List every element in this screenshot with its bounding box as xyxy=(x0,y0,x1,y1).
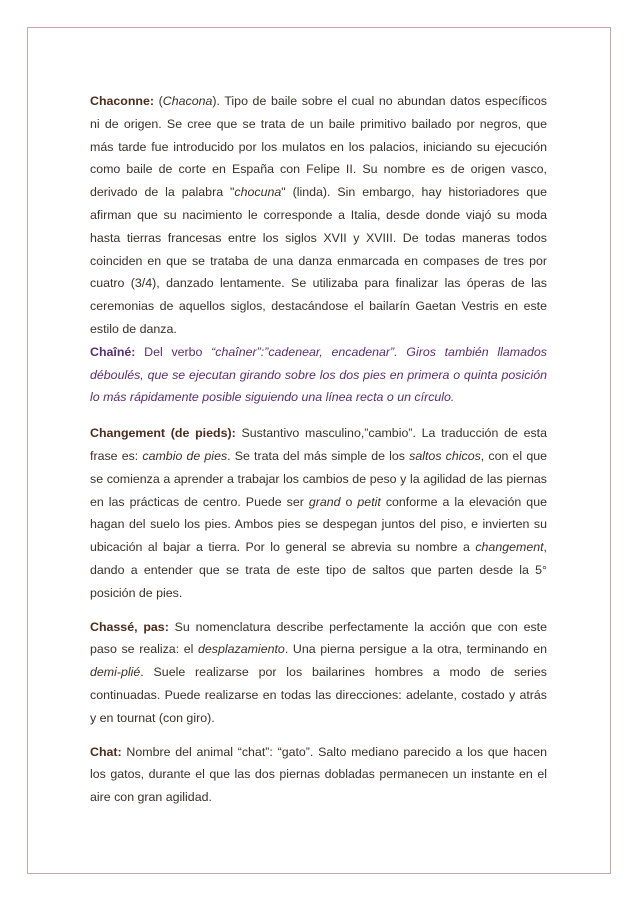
entry-term: Chaîné: xyxy=(90,344,136,359)
entry-italic-text: demi-plié xyxy=(90,665,141,680)
entry-text: " (linda). Sin embargo, hay historiadores que afirman que su nacimiento le corresponde a Italia, desde donde viajó su moda hasta tierras francesas entre los siglos XVII y XVIII. De todas maneras todos coinciden en que se trataba de una danza enmarcada en compases de tres por cuatro (3/4), danzado lentamente. Se utilizaba para finalizar las óperas de las ceremonias de aquellos siglos, destacándose el bailarín Gaetan Vestris en este estilo de danza. xyxy=(90,185,547,336)
entry-text: conforme a la elevación que hagan del suelo los pies. Ambos pies se despegan juntos del piso, e invierten su ubicación al bajar a tierra. Por lo general se abrevia su nombre a xyxy=(90,494,547,555)
entry-term: Chassé, pas: xyxy=(90,619,169,634)
entry-term: Chat: xyxy=(90,744,122,759)
spacer xyxy=(90,730,547,741)
entry-text: . Suele realizarse por los bailarines hombres a modo de series continuadas. Puede realizarse en todas las direcciones: adelante, costado y atrás y en tournat (con giro). xyxy=(90,665,547,725)
entry-italic-text: grand xyxy=(308,494,341,509)
entry-italic-text: saltos chicos xyxy=(409,448,481,463)
entry-italic-text: Chacona xyxy=(162,94,213,108)
entry-text: , con el que se comienza a aprender a trabajar los cambios de peso y la agilidad de las piernas en las prácticas de centro. Puede ser xyxy=(90,448,547,509)
entry-italic-text: changement xyxy=(475,540,544,555)
document-body xyxy=(90,90,547,809)
entry-text: , dando a entender que se trata de este tipo de saltos que parten desde la 5° posición de pies. xyxy=(90,540,547,600)
entry-chaconne xyxy=(90,90,547,341)
entry-text: Del verbo xyxy=(135,344,212,359)
entry-text: ( xyxy=(154,94,163,108)
entry-italic-text: cambio de pies xyxy=(142,448,228,463)
entry-text: Sustantivo masculino,”cambio”. La traducción de esta frase es: xyxy=(90,426,548,463)
entry-italic-text: petit xyxy=(357,494,381,509)
entry-changement xyxy=(90,422,547,604)
entry-text: ). Tipo de baile sobre el cual no abundan datos específicos ni de origen. Se cree que se trata de un baile primitivo bailado por negros, que más tarde fue introducido por los mulatos en los palacios, iniciando su ejecución como baile de corte en España con Felipe II. Su nombre es de origen vasco, derivado de la palabra " xyxy=(90,94,547,200)
entry-term: Changement (de pieds): xyxy=(90,426,236,441)
entry-italic-text: chocuna xyxy=(234,185,282,200)
entry-text: o xyxy=(340,494,358,509)
entry-text: . Una pierna persigue a la otra, terminando en xyxy=(284,642,547,657)
entry-chat xyxy=(90,741,547,809)
spacer xyxy=(90,409,547,422)
spacer xyxy=(90,605,547,616)
entry-text: . Se trata del más simple de los xyxy=(227,448,410,463)
entry-italic-text: “chaîner”:”cadenear, encadenar”. Giros también llamados déboulés, que se ejecutan girando sobre los dos pies en primera o quinta posición lo más rápidamente posible siguiendo una línea recta o un círculo. xyxy=(90,344,547,405)
entry-chaine xyxy=(90,341,547,409)
entry-text: Nombre del animal “chat”: “gato”. Salto mediano parecido a los que hacen los gatos, durante el que las dos piernas dobladas permanecen un instante en el aire con gran agilidad. xyxy=(90,744,547,805)
entry-term: Chaconne: xyxy=(90,94,155,108)
entry-chasse xyxy=(90,616,547,730)
entry-italic-text: desplazamiento xyxy=(198,642,285,657)
entry-text: Su nomenclatura describe perfectamente la acción que con este paso se realiza: el xyxy=(90,619,547,657)
